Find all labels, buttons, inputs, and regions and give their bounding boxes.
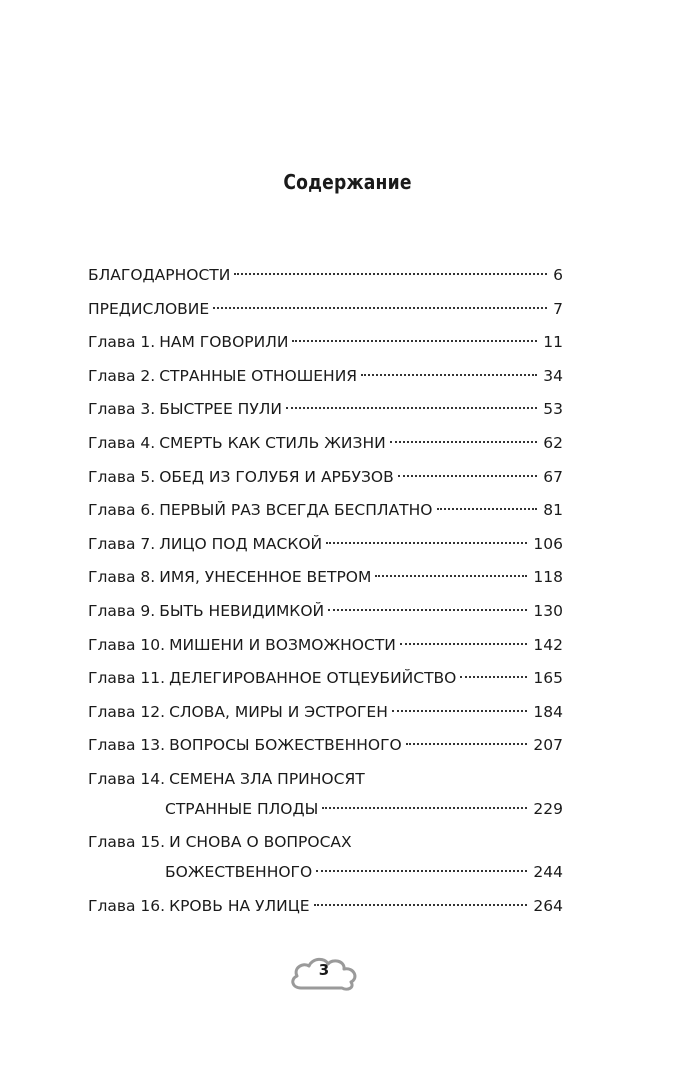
page-number-badge	[287, 955, 361, 993]
page-title: Содержание	[283, 170, 412, 194]
dot-leader	[234, 273, 547, 275]
chapter-number: Глава 6.	[88, 501, 156, 520]
chapter-number: Глава 4.	[88, 433, 156, 452]
dot-leader	[328, 609, 527, 611]
dot-leader	[390, 441, 538, 443]
dot-leader	[406, 743, 528, 745]
toc-entry[interactable]	[88, 262, 563, 296]
toc-entry[interactable]	[88, 766, 563, 822]
page-number: 3	[318, 961, 330, 979]
chapter-number: Глава 2.	[88, 366, 156, 385]
toc-entry-line	[88, 829, 563, 855]
chapter-number: Глава 9.	[88, 601, 156, 620]
chapter-title: И СНОВА О ВОПРОСАХ	[169, 833, 352, 852]
toc-entry[interactable]	[88, 829, 563, 885]
dot-leader	[460, 676, 527, 678]
page-ref: 106	[533, 534, 563, 553]
chapter-title: МИШЕНИ И ВОЗМОЖНОСТИ	[169, 635, 396, 654]
dot-leader	[437, 508, 538, 510]
chapter-number: Глава 1.	[88, 333, 156, 352]
chapter-number: Глава 8.	[88, 568, 156, 587]
toc-entry[interactable]	[88, 464, 563, 498]
toc-entry[interactable]	[88, 893, 563, 927]
dot-leader	[213, 307, 547, 309]
chapter-number: Глава 11.	[88, 669, 166, 688]
dot-leader	[326, 542, 527, 544]
page-ref: 81	[543, 501, 563, 520]
toc-entry[interactable]	[88, 430, 563, 464]
dot-leader	[292, 340, 537, 342]
dot-leader	[400, 643, 528, 645]
chapter-number: Глава 5.	[88, 467, 156, 486]
toc-entry-line	[88, 766, 563, 792]
chapter-title: СЛОВА, МИРЫ И ЭСТРОГЕН	[169, 702, 388, 721]
page-ref: 130	[533, 601, 563, 620]
page-ref: 264	[533, 896, 563, 915]
page-ref: 7	[553, 299, 563, 318]
page-ref: 6	[553, 266, 563, 284]
chapter-title: СТРАННЫЕ ОТНОШЕНИЯ	[159, 366, 358, 385]
toc-entry[interactable]	[88, 531, 563, 565]
page-ref: 244	[533, 863, 563, 882]
page-ref: 142	[533, 635, 563, 654]
chapter-number: Глава 3.	[88, 400, 156, 419]
toc-entry[interactable]	[88, 396, 563, 430]
toc-entry[interactable]	[88, 497, 563, 531]
chapter-title: КРОВЬ НА УЛИЦЕ	[169, 896, 310, 915]
toc-entry[interactable]	[88, 699, 563, 733]
toc-entry-line	[88, 796, 563, 822]
page-ref: 67	[543, 467, 563, 486]
page-ref: 62	[543, 433, 563, 452]
page-ref: 34	[543, 366, 563, 385]
toc-entry[interactable]	[88, 564, 563, 598]
toc-entry[interactable]	[88, 598, 563, 632]
toc-entry[interactable]	[88, 665, 563, 699]
chapter-title: БЫСТРЕЕ ПУЛИ	[159, 400, 283, 419]
toc-entry[interactable]	[88, 329, 563, 363]
toc-entry-line	[88, 859, 563, 885]
chapter-number: Глава 13.	[88, 736, 166, 755]
chapter-title: ЛИЦО ПОД МАСКОЙ	[159, 534, 323, 553]
page-ref: 184	[533, 702, 563, 721]
chapter-title-continued: БОЖЕСТВЕННОГО	[165, 863, 313, 882]
page-ref: 207	[533, 736, 563, 755]
page-ref: 118	[533, 568, 563, 587]
chapter-number: Глава 7.	[88, 534, 156, 553]
dot-leader	[286, 407, 537, 409]
chapter-title: СМЕРТЬ КАК СТИЛЬ ЖИЗНИ	[159, 433, 386, 452]
toc-entry[interactable]	[88, 732, 563, 766]
chapter-title: БЛАГОДАРНОСТИ	[88, 266, 231, 284]
chapter-number: Глава 10.	[88, 635, 166, 654]
chapter-title: ВОПРОСЫ БОЖЕСТВЕННОГО	[169, 736, 402, 755]
chapter-title: ПРЕДИСЛОВИЕ	[88, 299, 210, 318]
page-ref: 11	[543, 333, 563, 352]
chapter-title: НАМ ГОВОРИЛИ	[159, 333, 289, 352]
page-ref: 53	[543, 400, 563, 419]
page-ref: 165	[533, 669, 563, 688]
chapter-number: Глава 16.	[88, 896, 166, 915]
chapter-number: Глава 12.	[88, 702, 166, 721]
chapter-title: ДЕЛЕГИРОВАННОЕ ОТЦЕУБИЙСТВО	[169, 669, 457, 688]
dot-leader	[392, 710, 528, 712]
dot-leader	[398, 475, 538, 477]
page-ref: 229	[533, 799, 563, 818]
table-of-contents	[88, 262, 563, 927]
dot-leader	[375, 575, 527, 577]
chapter-number: Глава 14.	[88, 769, 166, 788]
dot-leader	[361, 374, 537, 376]
chapter-title: ОБЕД ИЗ ГОЛУБЯ И АРБУЗОВ	[159, 467, 394, 486]
chapter-title: ИМЯ, УНЕСЕННОЕ ВЕТРОМ	[159, 568, 372, 587]
dot-leader	[314, 904, 528, 906]
dot-leader	[322, 807, 527, 809]
chapter-title: СЕМЕНА ЗЛА ПРИНОСЯТ	[169, 769, 365, 788]
toc-entry[interactable]	[88, 296, 563, 330]
chapter-title-continued: СТРАННЫЕ ПЛОДЫ	[165, 799, 319, 818]
dot-leader	[316, 870, 527, 872]
chapter-title: БЫТЬ НЕВИДИМКОЙ	[159, 601, 325, 620]
chapter-title: ПЕРВЫЙ РАЗ ВСЕГДА БЕСПЛАТНО	[159, 501, 433, 520]
chapter-number: Глава 15.	[88, 833, 166, 852]
toc-entry[interactable]	[88, 632, 563, 666]
toc-entry[interactable]	[88, 363, 563, 397]
